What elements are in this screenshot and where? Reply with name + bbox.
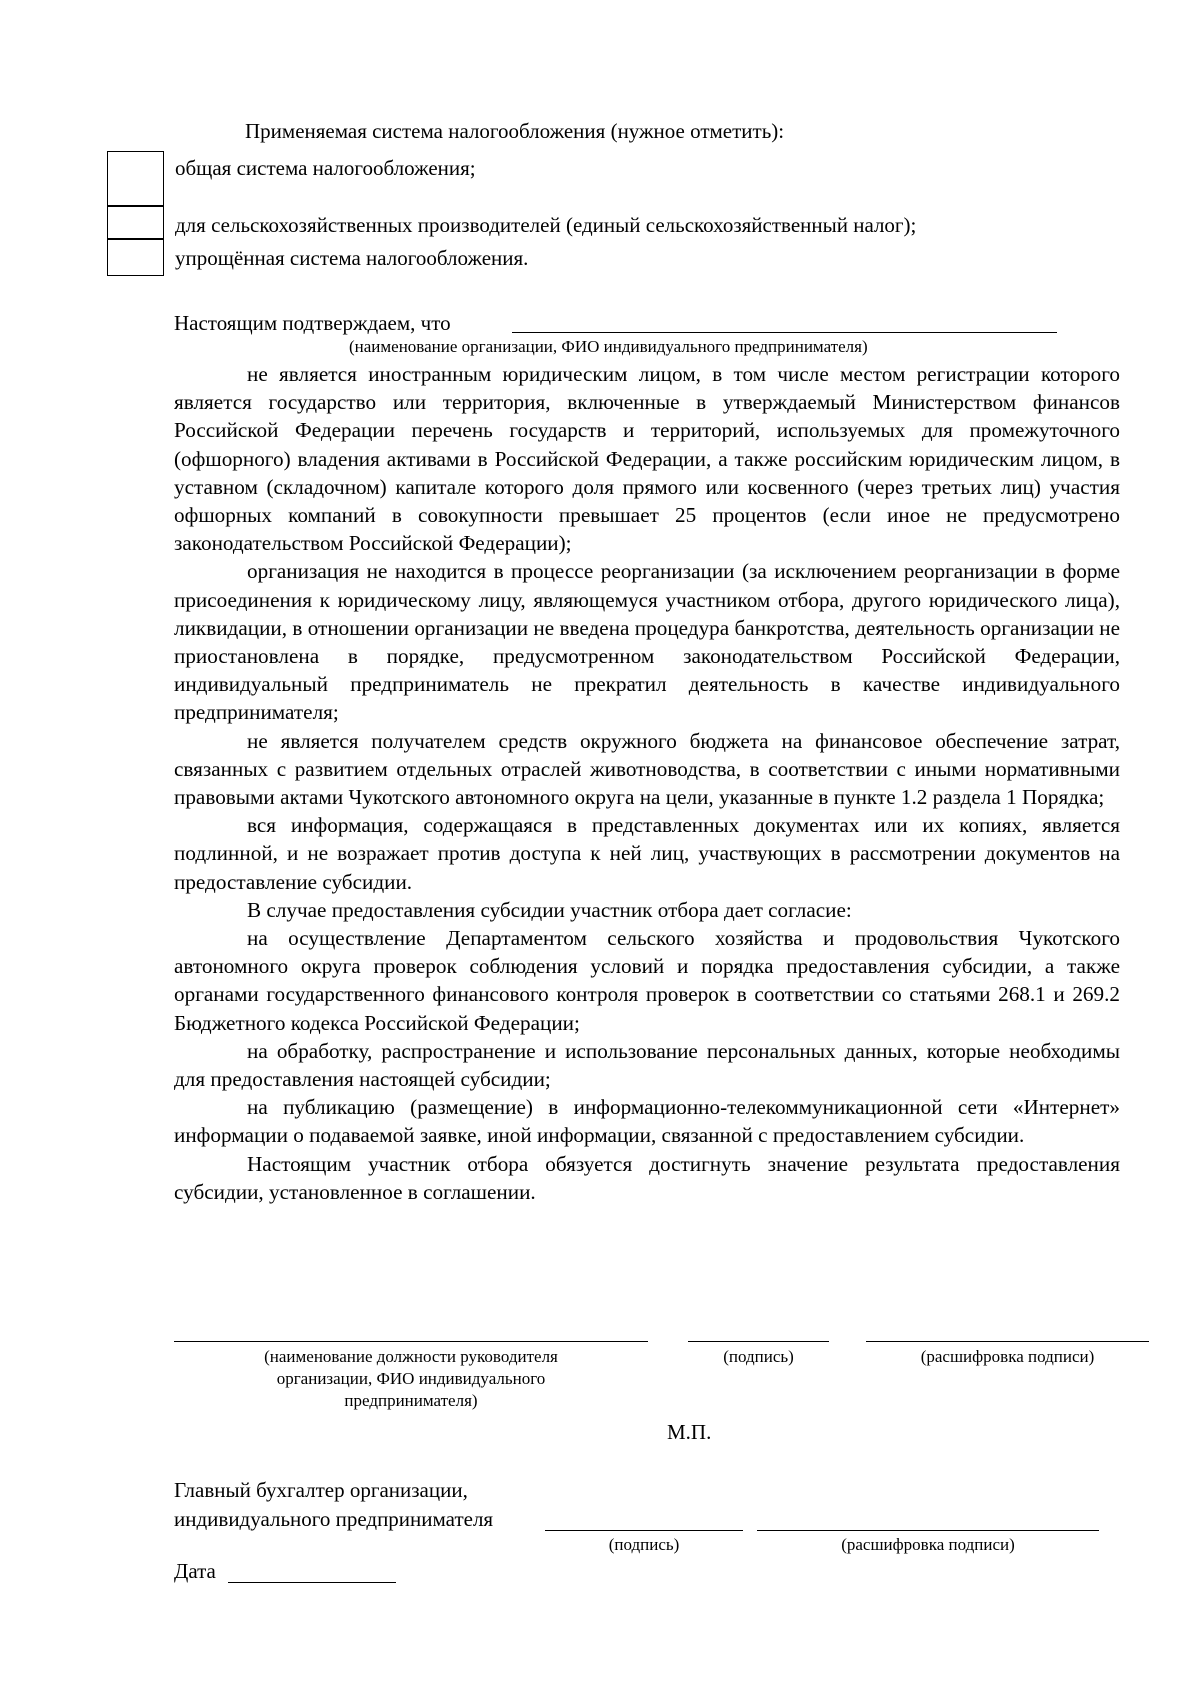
- accountant-signature-field[interactable]: [545, 1530, 743, 1531]
- date-field[interactable]: [228, 1582, 396, 1583]
- paragraph-not-foreign: не является иностранным юридическим лицом, в том числе местом регистрации которого является государство или территория, включенные в утверждаемый Министерством финансов Российской Федерации перечень государств и территорий, используемых для промежуточного (офшорного) владения активами в Российской Федерации, а также российским юридическим лицом, в уставном (складочном) капитале которого доля прямого или косвенного (через третьих лиц) участия офшорных компаний в совокупности превышает 25 процентов (если иное не предусмотрено законодательством Российской Федерации);: [174, 362, 1120, 556]
- tax-option-agricultural: для сельскохозяйственных производителей (единый сельскохозяйственный налог);: [175, 213, 917, 237]
- paragraph-consent-personal-data: на обработку, распространение и использование персональных данных, которые необходимы для предоставления настоящей субсидии;: [174, 1038, 1120, 1092]
- checkbox-agricultural-tax[interactable]: [107, 205, 164, 240]
- signature-decode-caption: (расшифровка подписи): [920, 1347, 1095, 1366]
- paragraph-no-reorganization: организация не находится в процессе реорганизации (за исключением реорганизации в форме присоединения к юридическому лицу, являющемуся участником отбора, другого юридического лица), ликвидации, в отношении организации не введена процедура банкротства, деятельность организации не приостановлена в порядке, предусмотренном законодательством Российской Федерации, индивидуальный предприниматель не прекратил деятельность в качестве индивидуального предпринимателя;: [174, 559, 1120, 725]
- accountant-decode-caption: (расшифровка подписи): [841, 1535, 1015, 1554]
- declaration-body: [174, 360, 1120, 1206]
- position-caption-line-3: предпринимателя): [344, 1391, 478, 1410]
- paragraph-obligation: Настоящим участник отбора обязуется достигнуть значение результата предоставления субсидии, установленное в соглашении.: [174, 1151, 1120, 1204]
- paragraph-consent-checks: на осуществление Департаментом сельского хозяйства и продовольствия Чукотского автономного округа проверок соблюдения условий и порядка предоставления субсидии, а также органами государственного финансового контроля проверок в соответствии со статьями 268.1 и 269.2 Бюджетного кодекса Российской Федерации;: [174, 926, 1120, 1035]
- signature-field[interactable]: [688, 1341, 829, 1342]
- accountant-line-2: индивидуального предпринимателя: [174, 1507, 494, 1531]
- organization-name-caption: (наименование организации, ФИО индивидуального предпринимателя): [349, 337, 868, 356]
- position-field[interactable]: [174, 1341, 648, 1342]
- paragraph-consent-publication: на публикацию (размещение) в информационно-телекоммуникационной сети «Интернет» информации о подаваемой заявке, иной информации, связанной с предоставлением субсидии.: [174, 1095, 1120, 1148]
- tax-system-heading: Применяемая система налогообложения (нужное отметить):: [245, 119, 785, 143]
- paragraph-information-genuine: вся информация, содержащаяся в представленных документах или их копиях, является подлинной, и не возражает против доступа к ней лиц, участвующих в рассмотрении документов на предоставление субсидии.: [174, 813, 1120, 894]
- signature-decode-field[interactable]: [866, 1341, 1149, 1342]
- accountant-line-1: Главный бухгалтер организации,: [174, 1478, 468, 1502]
- checkbox-general-tax[interactable]: [107, 151, 164, 207]
- signature-caption: (подпись): [723, 1347, 794, 1366]
- checkbox-simplified-tax[interactable]: [107, 238, 164, 276]
- position-caption-line-2: организации, ФИО индивидуального: [276, 1369, 546, 1388]
- tax-option-simplified: упрощённая система налогообложения.: [175, 246, 529, 270]
- organization-name-field[interactable]: [512, 332, 1057, 333]
- date-label: Дата: [174, 1559, 216, 1583]
- paragraph-consent-intro: В случае предоставления субсидии участник отбора дает согласие:: [247, 897, 852, 922]
- position-caption: [174, 1346, 648, 1412]
- accountant-decode-field[interactable]: [757, 1530, 1099, 1531]
- paragraph-not-recipient: не является получателем средств окружного бюджета на финансовое обеспечение затрат, связанных с развитием отдельных отраслей животноводства, в соответствии с иными нормативными правовыми актами Чукотского автономного округа на цели, указанные в пункте 1.2 раздела 1 Порядка;: [174, 728, 1120, 810]
- confirm-lead: Настоящим подтверждаем, что: [174, 311, 451, 335]
- tax-option-general: общая система налогообложения;: [175, 156, 476, 180]
- stamp-place: М.П.: [667, 1420, 712, 1444]
- accountant-signature-caption: (подпись): [608, 1535, 680, 1554]
- position-caption-line-1: (наименование должности руководителя: [264, 1347, 558, 1366]
